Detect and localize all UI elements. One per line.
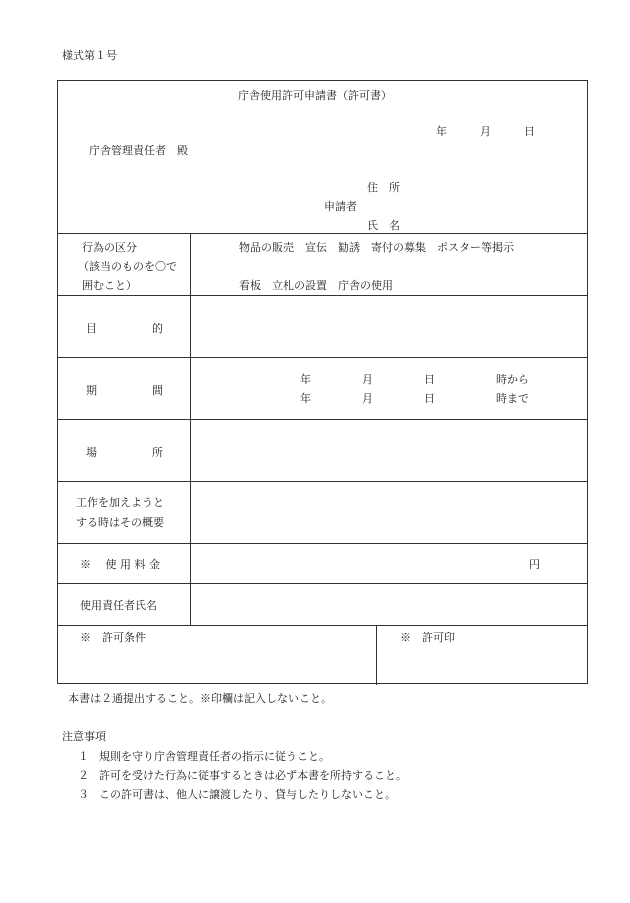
applicant-label: 申請者 [324,200,357,213]
date-day-label: 日 [524,125,535,138]
period-from-time: 時から [496,373,529,386]
period-from-year: 年 [300,373,311,386]
act-type-options-line1[interactable]: 物品の販売 宣伝 勧誘 寄付の募集 ポスター等掲示 [239,241,514,254]
period-from-day: 日 [424,373,435,386]
act-type-label-line2: （該当のものを〇で [78,260,177,273]
note-item-2-text: 許可を受けた行為に従事するときは必ず本書を所持すること。 [99,769,407,782]
period-to-time: 時まで [496,392,529,405]
row-divider-period [58,419,587,420]
act-type-label-line1: 行為の区分 [82,241,137,254]
note-item-2-number: ２ [78,769,89,782]
footnote: 本書は２通提出すること。※印欄は記入しないこと。 [68,692,332,705]
row-divider-responsible [58,625,587,626]
row-divider-place [58,481,587,482]
fee-unit: 円 [529,558,540,571]
note-item-3-number: ３ [78,788,89,801]
label-column-divider [190,233,191,625]
purpose-label-right: 的 [152,322,163,335]
work-label-line1: 工作を加えようと [76,496,164,509]
place-label-right: 所 [152,446,163,459]
period-to-year: 年 [300,392,311,405]
purpose-label-left: 目 [86,322,97,335]
period-label-left: 期 [86,384,97,397]
responsible-person-label: 使用責任者氏名 [80,599,157,612]
act-type-label-line3: 囲むこと） [82,279,137,292]
row-divider-header [58,233,587,234]
work-label-line2: する時はその概要 [76,516,164,529]
form-number: 様式第１号 [62,49,117,62]
form-title: 庁舎使用許可申請書（許可書） [238,89,392,102]
applicant-address-label: 住 所 [367,181,400,194]
period-from-month: 月 [362,373,373,386]
period-to-day: 日 [424,392,435,405]
applicant-name-label: 氏 名 [367,219,400,232]
act-type-options-line2[interactable]: 看板 立札の設置 庁舎の使用 [239,279,393,292]
permit-conditions-label: ※ 許可条件 [80,631,146,644]
period-to-month: 月 [362,392,373,405]
note-item-1-text: 規則を守り庁舎管理責任者の指示に従うこと。 [99,750,330,763]
fee-label: ※ 使 用 料 金 [80,558,160,571]
row-divider-purpose [58,357,587,358]
row-divider-act-type [58,295,587,296]
place-label-left: 場 [86,446,97,459]
application-form-table [57,80,588,684]
row-divider-work [58,543,587,544]
permit-seal-label: ※ 許可印 [400,631,455,644]
note-item-1-number: １ [78,750,89,763]
notes-title: 注意事項 [62,730,106,743]
date-year-label: 年 [436,125,447,138]
note-item-3-text: この許可書は、他人に譲渡したり、貸与したりしないこと。 [99,788,396,801]
conditions-seal-divider [376,625,377,685]
period-label-right: 間 [152,384,163,397]
row-divider-fee [58,583,587,584]
date-month-label: 月 [480,125,491,138]
addressee: 庁舎管理責任者 殿 [89,144,188,157]
